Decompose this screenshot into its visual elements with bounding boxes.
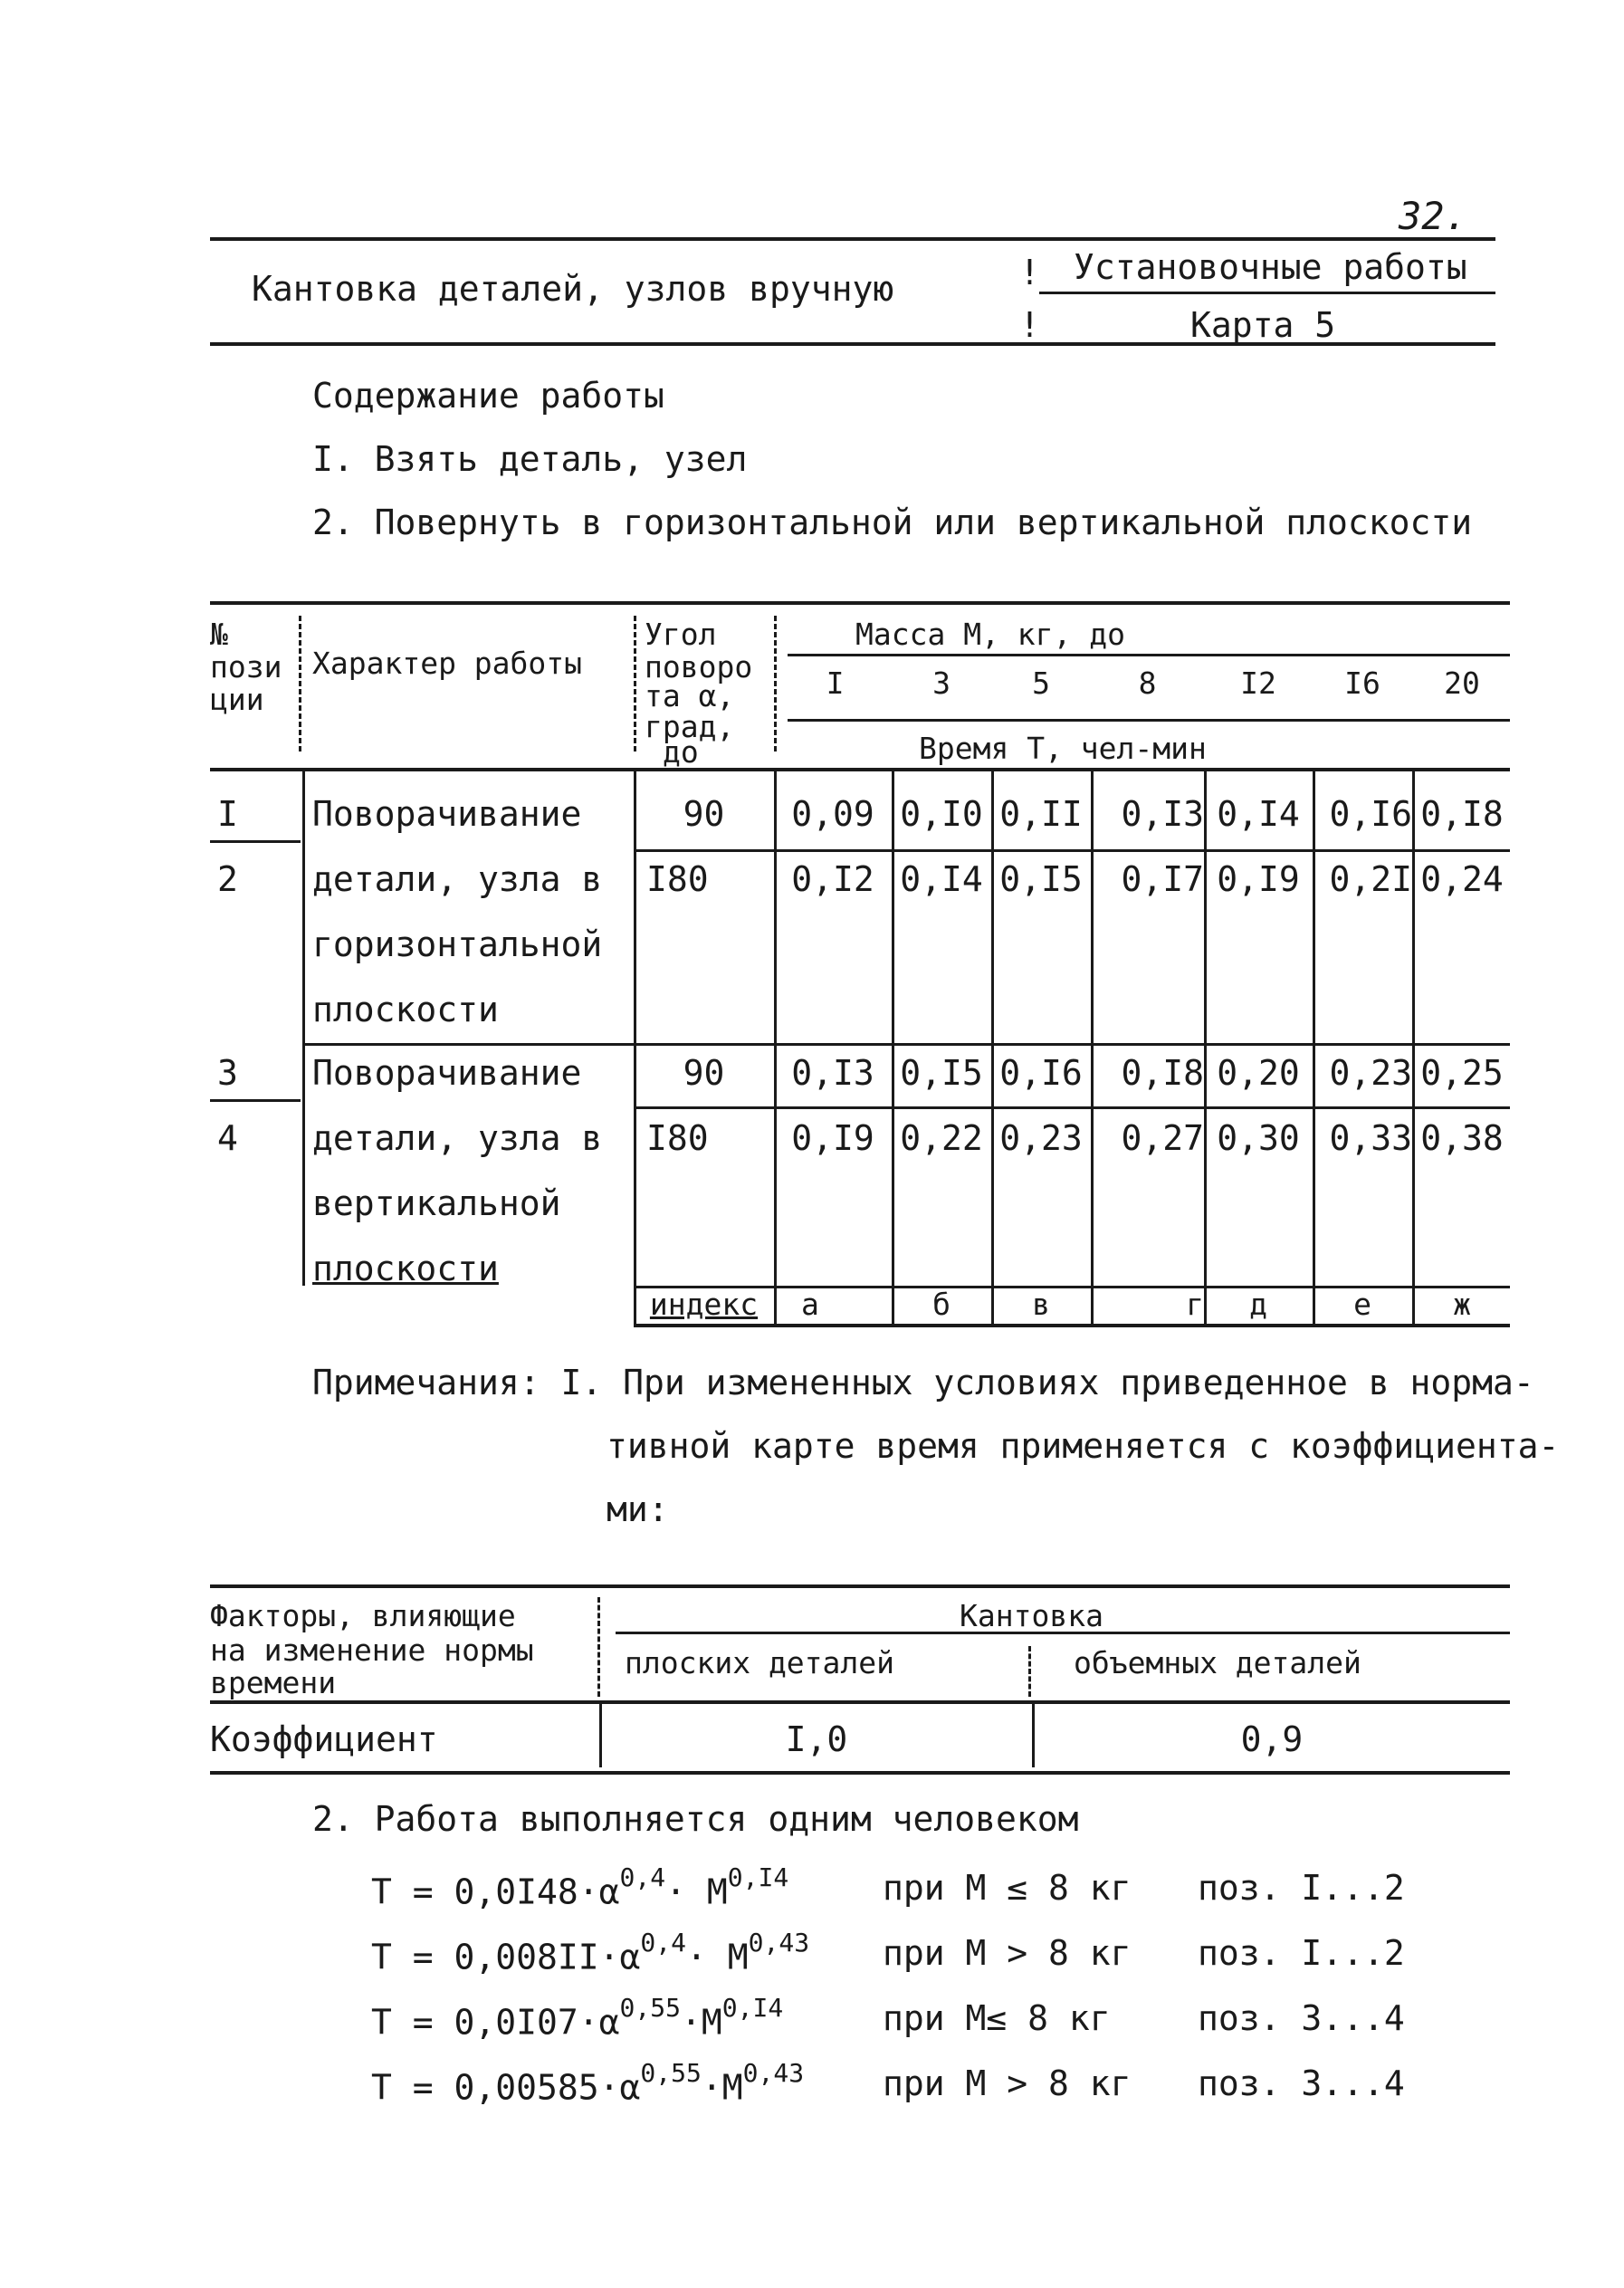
row-3-angle: 90	[683, 1053, 725, 1093]
row-2-val-1: 0,I2	[791, 859, 874, 899]
hdr-sep-pos	[299, 616, 301, 751]
v-m5	[991, 770, 994, 1324]
work-group-1-line-4: плоскости	[312, 990, 499, 1029]
formula-4-pos: поз. 3...4	[1198, 2063, 1405, 2103]
formula-1-pos: поз. I...2	[1198, 1868, 1405, 1908]
header-sep-1: !	[1019, 253, 1040, 292]
formula-4-lhs: Т = 0,00585·α	[371, 2067, 641, 2108]
row-4-val-2: 0,22	[900, 1118, 983, 1158]
coef-val-1: I,0	[785, 1719, 848, 1759]
formula-4-exp-1: 0,55	[640, 2058, 702, 2088]
work-group-2-line-3: вертикальной	[312, 1183, 561, 1223]
work-group-2-line-4: плоскости	[312, 1249, 499, 1288]
row-2-pos: 2	[217, 859, 238, 899]
header-top-rule	[210, 237, 1495, 241]
work-group-1-line-3: горизонтальной	[312, 924, 603, 964]
formula-3-exp-1: 0,55	[619, 1993, 681, 2023]
row-1-angle: 90	[683, 794, 725, 834]
page-number: 32.	[1399, 194, 1467, 238]
col-work-header: Характер работы	[312, 646, 583, 681]
index-e: е	[1353, 1287, 1371, 1322]
formula-4-mid: ·М	[701, 2067, 743, 2108]
hdr-sep-angle	[774, 616, 777, 751]
mass-3: 3	[932, 665, 951, 701]
col-angle-header-5: до	[663, 734, 699, 770]
header-bottom-rule	[210, 342, 1495, 346]
formula-3-cond: при М≤ 8 кг	[883, 1998, 1111, 2038]
row-1-val-3: 0,II	[999, 794, 1083, 834]
v-m12	[1204, 770, 1207, 1324]
row-3-val-3: 0,I6	[999, 1053, 1083, 1093]
content-heading: Содержание работы	[312, 376, 664, 416]
formula-1-exp-2: 0,I4	[727, 1862, 789, 1892]
coef-group: Кантовка	[960, 1598, 1103, 1633]
col-angle-header-3: та α,	[645, 678, 735, 713]
work-group-1-line-2: детали, узла в	[312, 859, 603, 899]
row-1-pos-rule	[210, 840, 301, 843]
col-angle-header-4: град,	[645, 709, 735, 744]
index-a: а	[801, 1287, 819, 1322]
row-3-val-6: 0,23	[1329, 1053, 1412, 1093]
main-table-bottom-rule	[634, 1324, 1510, 1327]
formula-3-lhs: Т = 0,0I07·α	[371, 2002, 620, 2043]
row-2-angle: I80	[646, 859, 709, 899]
row-4-val-7: 0,38	[1420, 1118, 1504, 1158]
notes-line-3: ми:	[607, 1489, 669, 1529]
v-m16	[1313, 770, 1315, 1324]
coef-hdr-sep	[597, 1597, 600, 1697]
time-header: Время Т, чел-мин	[919, 731, 1207, 766]
row-3-val-7: 0,25	[1420, 1053, 1504, 1093]
row-3-bottom-rule	[634, 1106, 1510, 1109]
row-2-val-5: 0,I9	[1217, 859, 1300, 899]
formula-1-lhs: Т = 0,0I48·α	[371, 1872, 620, 1912]
row-3-val-4: 0,I8	[1121, 1053, 1204, 1093]
mass-16: I6	[1344, 665, 1380, 701]
header-title: Кантовка деталей, узлов вручную	[252, 269, 894, 309]
formula-3-mid: ·М	[680, 2002, 722, 2043]
work-group-2-line-1: Поворачивание	[312, 1053, 582, 1093]
v-work	[302, 770, 305, 1286]
formula-1-mid: · М	[665, 1872, 728, 1912]
v-m3	[892, 770, 894, 1324]
formula-1-exp-1: 0,4	[619, 1862, 666, 1892]
hdr-sep-work	[634, 616, 636, 751]
row-2-val-4: 0,I7	[1121, 859, 1204, 899]
coef-factors-1: Факторы, влияющие	[210, 1598, 516, 1633]
row-1-bottom-rule	[634, 849, 1510, 852]
index-d: д	[1249, 1287, 1267, 1322]
formula-2-mid: · М	[686, 1937, 749, 1977]
formula-2-exp-2: 0,43	[748, 1928, 810, 1958]
col-angle-header-2: поворо	[645, 649, 753, 684]
formula-3-pos: поз. 3...4	[1198, 1998, 1405, 2038]
group-1-bottom-rule	[302, 1043, 1510, 1046]
work-group-2-line-2: детали, узла в	[312, 1118, 603, 1158]
row-3-val-1: 0,I3	[791, 1053, 874, 1093]
row-1-val-1: 0,09	[791, 794, 874, 834]
row-2-val-2: 0,I4	[900, 859, 983, 899]
header-card: Карта 5	[1190, 305, 1336, 345]
index-zh: ж	[1453, 1287, 1471, 1322]
v-m1	[774, 770, 777, 1324]
mass-5: 5	[1032, 665, 1050, 701]
coef-sub-sep	[1028, 1646, 1031, 1697]
mass-8: 8	[1138, 665, 1157, 701]
row-1-val-4: 0,I3	[1121, 794, 1204, 834]
mass-12: I2	[1240, 665, 1276, 701]
mass-header-rule	[788, 654, 1510, 656]
coef-val-2: 0,9	[1240, 1719, 1304, 1759]
v-m20	[1412, 770, 1415, 1324]
formula-4-exp-2: 0,43	[742, 2058, 805, 2088]
row-3-pos-rule	[210, 1099, 301, 1102]
mass-header: Масса М, кг, до	[855, 617, 1126, 652]
row-4-val-4: 0,27	[1121, 1118, 1204, 1158]
row-1-pos: I	[217, 794, 238, 834]
mass-20: 20	[1444, 665, 1480, 701]
row-3-val-5: 0,20	[1217, 1053, 1300, 1093]
formula-2-cond: при М > 8 кг	[883, 1933, 1132, 1973]
note-2: 2. Работа выполняется одним человеком	[312, 1799, 1079, 1839]
row-2-val-7: 0,24	[1420, 859, 1504, 899]
index-top-rule	[634, 1286, 1510, 1288]
row-4-val-5: 0,30	[1217, 1118, 1300, 1158]
index-b: б	[932, 1287, 951, 1322]
header-section: Установочные работы	[1074, 247, 1467, 287]
row-1-val-7: 0,I8	[1420, 794, 1504, 834]
time-header-rule-top	[788, 719, 1510, 722]
row-2-val-3: 0,I5	[999, 859, 1083, 899]
row-4-angle: I80	[646, 1118, 709, 1158]
row-1-val-2: 0,I0	[900, 794, 983, 834]
index-label: индекс	[649, 1287, 759, 1322]
row-3-val-2: 0,I5	[900, 1053, 983, 1093]
formula-2-lhs: Т = 0,008II·α	[371, 1937, 641, 1977]
index-g: г	[1186, 1287, 1204, 1322]
row-4-val-6: 0,33	[1329, 1118, 1412, 1158]
formula-2-pos: поз. I...2	[1198, 1933, 1405, 1973]
row-4-val-3: 0,23	[999, 1118, 1083, 1158]
formula-3	[371, 1993, 784, 2043]
mass-1: I	[826, 665, 845, 701]
index-v: в	[1032, 1287, 1050, 1322]
formula-4	[371, 2058, 805, 2108]
row-4-val-1: 0,I9	[791, 1118, 874, 1158]
coef-table-top-rule	[210, 1584, 1510, 1588]
col-angle-header-1: Угол	[645, 617, 717, 652]
coef-table-header-rule	[210, 1700, 1510, 1704]
row-1-val-6: 0,I6	[1329, 794, 1412, 834]
formula-2	[371, 1928, 810, 1977]
formula-2-exp-1: 0,4	[640, 1928, 686, 1958]
content-step-2: 2. Повернуть в горизонтальной или вертикальной плоскости	[312, 503, 1473, 542]
col-pos-header-3: ции	[210, 682, 264, 717]
row-1-val-5: 0,I4	[1217, 794, 1300, 834]
coef-col-1: плоских деталей	[625, 1645, 895, 1680]
content-step-1: I. Взять деталь, узел	[312, 439, 748, 479]
v-m8	[1091, 770, 1094, 1324]
col-pos-header-2: пози	[210, 649, 282, 684]
coef-factors-2: на изменение нормы	[210, 1632, 534, 1668]
header-sep-2: !	[1019, 305, 1040, 345]
coef-group-rule	[616, 1632, 1510, 1634]
notes-line-1: Примечания: I. При измененных условиях приведенное в норма-	[312, 1363, 1534, 1402]
row-3-pos: 3	[217, 1053, 238, 1093]
coef-col-2: объемных деталей	[1074, 1645, 1361, 1680]
formula-3-exp-2: 0,I4	[721, 1993, 784, 2023]
coef-table-bottom-rule	[210, 1771, 1510, 1775]
formula-1-cond: при М ≤ 8 кг	[883, 1868, 1132, 1908]
work-group-1-line-1: Поворачивание	[312, 794, 582, 834]
main-table-top-rule	[210, 601, 1510, 605]
row-4-pos: 4	[217, 1118, 238, 1158]
notes-line-2: тивной карте время применяется с коэффициента-	[607, 1426, 1560, 1466]
formula-4-cond: при М > 8 кг	[883, 2063, 1132, 2103]
coef-factors-3: времени	[210, 1665, 337, 1700]
header-mid-rule	[1039, 292, 1495, 294]
col-pos-header-1: №	[210, 617, 228, 652]
coef-row-label: Коэффициент	[210, 1719, 438, 1759]
v-angle	[634, 770, 636, 1324]
row-2-val-6: 0,2I	[1329, 859, 1412, 899]
formula-1	[371, 1862, 789, 1912]
